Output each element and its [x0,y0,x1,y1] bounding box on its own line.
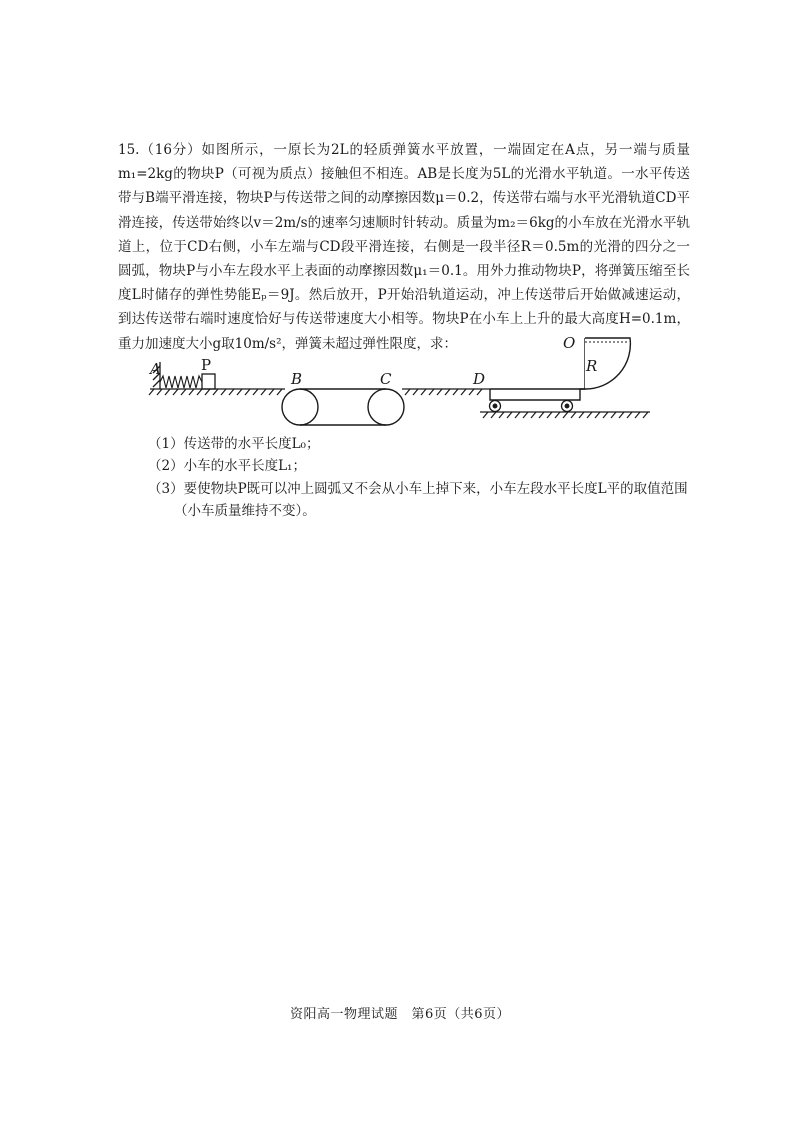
label-p: P [201,356,212,374]
problem-text: 15.（16分）如图所示，一原长为2L的轻质弹簧水平放置，一端固定在A点，另一端与质量m₁=2kg的物块P（可视为质点）接触但不相连。AB是长度为5L的光滑水平轨道。一水平传送带与B端平滑连接，物块P与传送带之间的动摩擦因数μ＝0.2，传送带右端与水平光滑轨道CD平滑连接，传送带始终以v＝2m/s的速率匀速顺时针转动。质量为m₂＝6kg的小车放在光滑水平轨道上，位于CD右侧，小车左端与CD段平滑连接，右侧是一段半径R＝0.5m的光滑的四分之一圆弧，物块P与小车左段水平上表面的动摩擦因数μ₁＝0.1。用外力推动物块P，将弹簧压缩至长度L时储存的弹性势能Eₚ＝9J。然后放开，P开始沿轨道运动，冲上传送带后开始做减速运动，到达传送带右端时速度恰好与传送带速度大小相等。物块P在小车上上升的最大高度H=0.1m，重力加速度大小g取10m/s²，弹簧未超过弹性限度，求： [118,142,690,352]
spring [160,376,202,388]
conveyor-belt [282,389,404,425]
problem-statement [118,138,690,356]
question-3-note: （小车质量维持不变）。 [174,503,316,520]
label-o: O [563,334,576,352]
label-a: A [150,360,161,378]
cart-wheels [490,401,573,412]
ground-cd [402,389,490,395]
question-3: （3）要使物块P既可以冲上圆弧又不会从小车上掉下来，小车左段水平长度L平的取值范围 [148,480,688,497]
question-2: （2）小车的水平长度L₁； [148,458,306,475]
cart [490,338,630,400]
questions-list [148,433,693,523]
label-r: R [586,357,598,375]
page-footer: 资阳高一物理试题 第6页（共6页） [289,1007,511,1022]
block-p [202,374,215,389]
ground-ab [149,389,285,395]
diagram-svg [140,332,660,432]
label-c: C [380,370,392,388]
question-1: （1）传送带的水平长度L₀； [148,436,320,452]
ground-cart [480,412,650,418]
label-b: B [291,370,303,388]
label-d: D [473,370,486,388]
physics-diagram [140,332,660,432]
